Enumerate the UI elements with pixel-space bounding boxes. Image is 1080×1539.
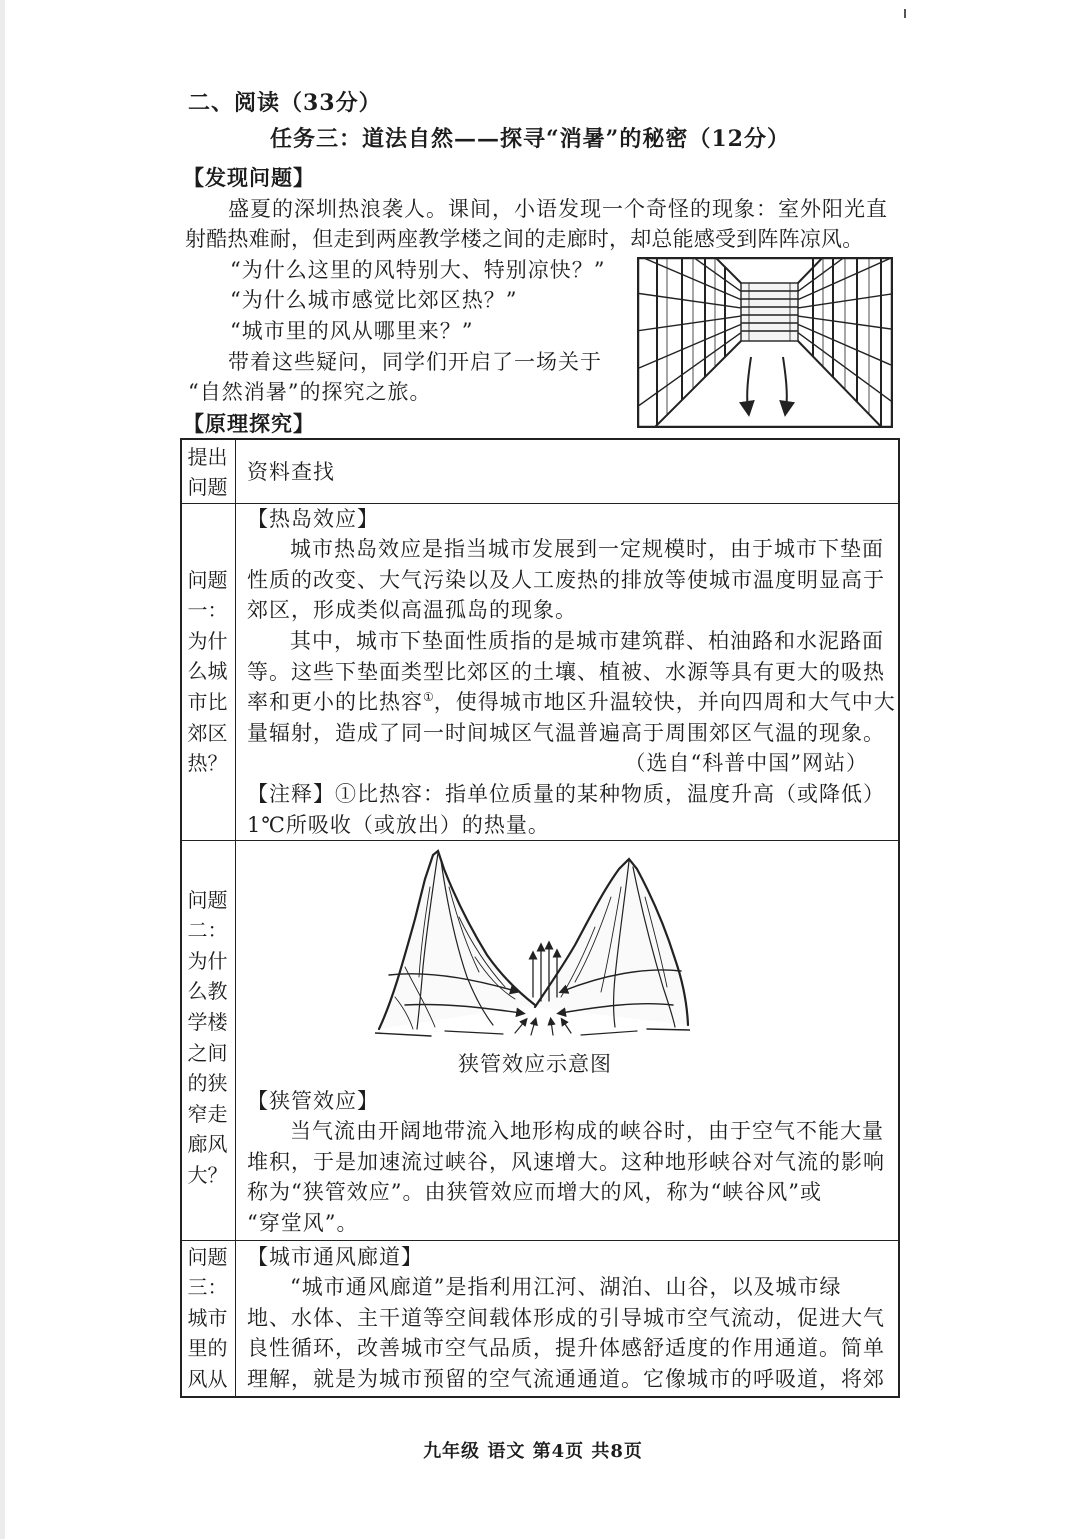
question-line: 热？ (187, 751, 228, 776)
narrow-pipe-material (247, 1086, 888, 1239)
question-line: 的狭 (187, 1071, 228, 1096)
text-line (247, 687, 896, 718)
text-line: 带着这些疑问，同学们开启了一场关于 (228, 349, 602, 374)
note-line: 【注释】①比热容：指单位质量的某种物质，温度升高（或降低） (247, 782, 885, 807)
table-border-top (180, 438, 900, 440)
note-line: 1℃所吸收（或放出）的热量。 (247, 812, 550, 837)
question-one (180, 565, 235, 779)
table-border-right (898, 438, 900, 1397)
question-line: “为什么这里的风特别大、特别凉快？” (230, 257, 606, 282)
question-line: 问题 (187, 1244, 228, 1269)
text-line: 堆积，于是加速流过峡谷，风速增大。这种地形峡谷对气流的影响 (247, 1149, 885, 1174)
section-header: 二、阅读（33分） (188, 90, 382, 116)
question-line: 里的 (187, 1336, 228, 1361)
table-column-divider (235, 438, 236, 1397)
footnote-marker: ① (423, 690, 434, 705)
header-left-line: 提出 (187, 444, 228, 469)
question-line: 么教 (187, 979, 228, 1004)
text-line: “穿堂风”。 (247, 1211, 359, 1236)
material-subheading: 【狭管效应】 (247, 1088, 379, 1113)
source-citation: （选自“科普中国”网站） (624, 751, 868, 776)
ventilation-corridor-material (247, 1242, 888, 1395)
text-line: 理解，就是为城市预留的空气流通通道。它像城市的呼吸道，将郊 (247, 1367, 885, 1392)
text-line: 性质的改变、大气污染以及人工废热的排放等使城市温度明显高于 (247, 567, 885, 592)
page-footer: 九年级 语文 第4页 共8页 (423, 1441, 643, 1462)
text-line: 当气流由开阔地带流入地形构成的峡谷时，由于空气不能大量 (290, 1119, 884, 1144)
question-line: “城市里的风从哪里来？” (230, 319, 474, 344)
text-line: 城市热岛效应是指当城市发展到一定规模时，由于城市下垫面 (290, 537, 884, 562)
question-line: 问题 (187, 887, 228, 912)
question-line: 学楼 (187, 1010, 228, 1035)
question-line: 么城 (187, 659, 228, 684)
narrow-pipe-effect-diagram (375, 847, 690, 1044)
table-border-bottom (180, 1396, 900, 1398)
question-line: 问题 (187, 567, 228, 592)
question-line: 市比 (187, 690, 228, 715)
question-line: 城市 (187, 1305, 228, 1330)
task-title: 任务三：道法自然——探寻“消暑”的秘密（12分） (270, 126, 790, 152)
question-line: 二： (187, 918, 228, 943)
text-line: 良性循环，改善城市空气品质，提升体感舒适度的作用通道。简单 (247, 1336, 885, 1361)
question-line: 风从 (187, 1367, 228, 1392)
scan-mark (904, 9, 906, 18)
text-line: 其中，城市下垫面性质指的是城市建筑群、柏油路和水泥路面 (290, 629, 884, 654)
discover-heading: 【发现问题】 (183, 165, 315, 190)
question-line: 郊区 (187, 720, 228, 745)
figure-caption: 狭管效应示意图 (458, 1051, 612, 1076)
text-segment: 率和更小的比热容 (247, 690, 423, 715)
text-line: 射酷热难耐，但走到两座教学楼之间的走廊时，却总能感受到阵阵凉风。 (185, 227, 864, 252)
header-left-line: 问题 (187, 475, 228, 500)
text-line: 盛夏的深圳热浪袭人。课间，小语发现一个奇怪的现象：室外阳光直 (228, 196, 888, 221)
text-line: 地、水体、主干道等空间载体形成的引导城市空气流动，促进大气 (247, 1305, 885, 1330)
question-line: 三： (187, 1275, 228, 1300)
table-header-right (247, 457, 335, 488)
principle-heading: 【原理探究】 (183, 411, 315, 436)
header-right-text: 资料查找 (247, 459, 335, 484)
question-line: 为什 (187, 628, 228, 653)
question-line: 之间 (187, 1040, 228, 1065)
question-line: 窄走 (187, 1101, 228, 1126)
text-segment: ，使得城市地区升温较快，并向四周和大气中大 (433, 690, 896, 715)
corridor-illustration (637, 257, 893, 428)
heat-island-material (247, 504, 896, 841)
question-line: 为什 (187, 948, 228, 973)
question-two (180, 885, 235, 1191)
text-line: “城市通风廊道”是指利用江河、湖泊、山谷，以及城市绿 (290, 1275, 842, 1300)
question-line: “为什么城市感觉比郊区热？” (230, 288, 518, 313)
question-line: 廊风 (187, 1132, 228, 1157)
table-header-left (180, 442, 235, 503)
text-line: 郊区，形成类似高温孤岛的现象。 (247, 598, 577, 623)
text-line: “自然消暑”的探究之旅。 (188, 380, 432, 405)
material-subheading: 【热岛效应】 (247, 506, 379, 531)
text-line: 量辐射，造成了同一时间城区气温普遍高于周围郊区气温的现象。 (247, 720, 885, 745)
text-line: 称为“狭管效应”。由狭管效应而增大的风，称为“峡谷风”或 (247, 1180, 822, 1205)
material-subheading: 【城市通风廊道】 (247, 1244, 423, 1269)
text-line: 等。这些下垫面类型比郊区的土壤、植被、水源等具有更大的吸热 (247, 659, 885, 684)
question-line: 一： (187, 598, 228, 623)
question-three (180, 1242, 235, 1395)
question-line: 大？ (187, 1163, 228, 1188)
scan-edge (0, 0, 5, 1539)
